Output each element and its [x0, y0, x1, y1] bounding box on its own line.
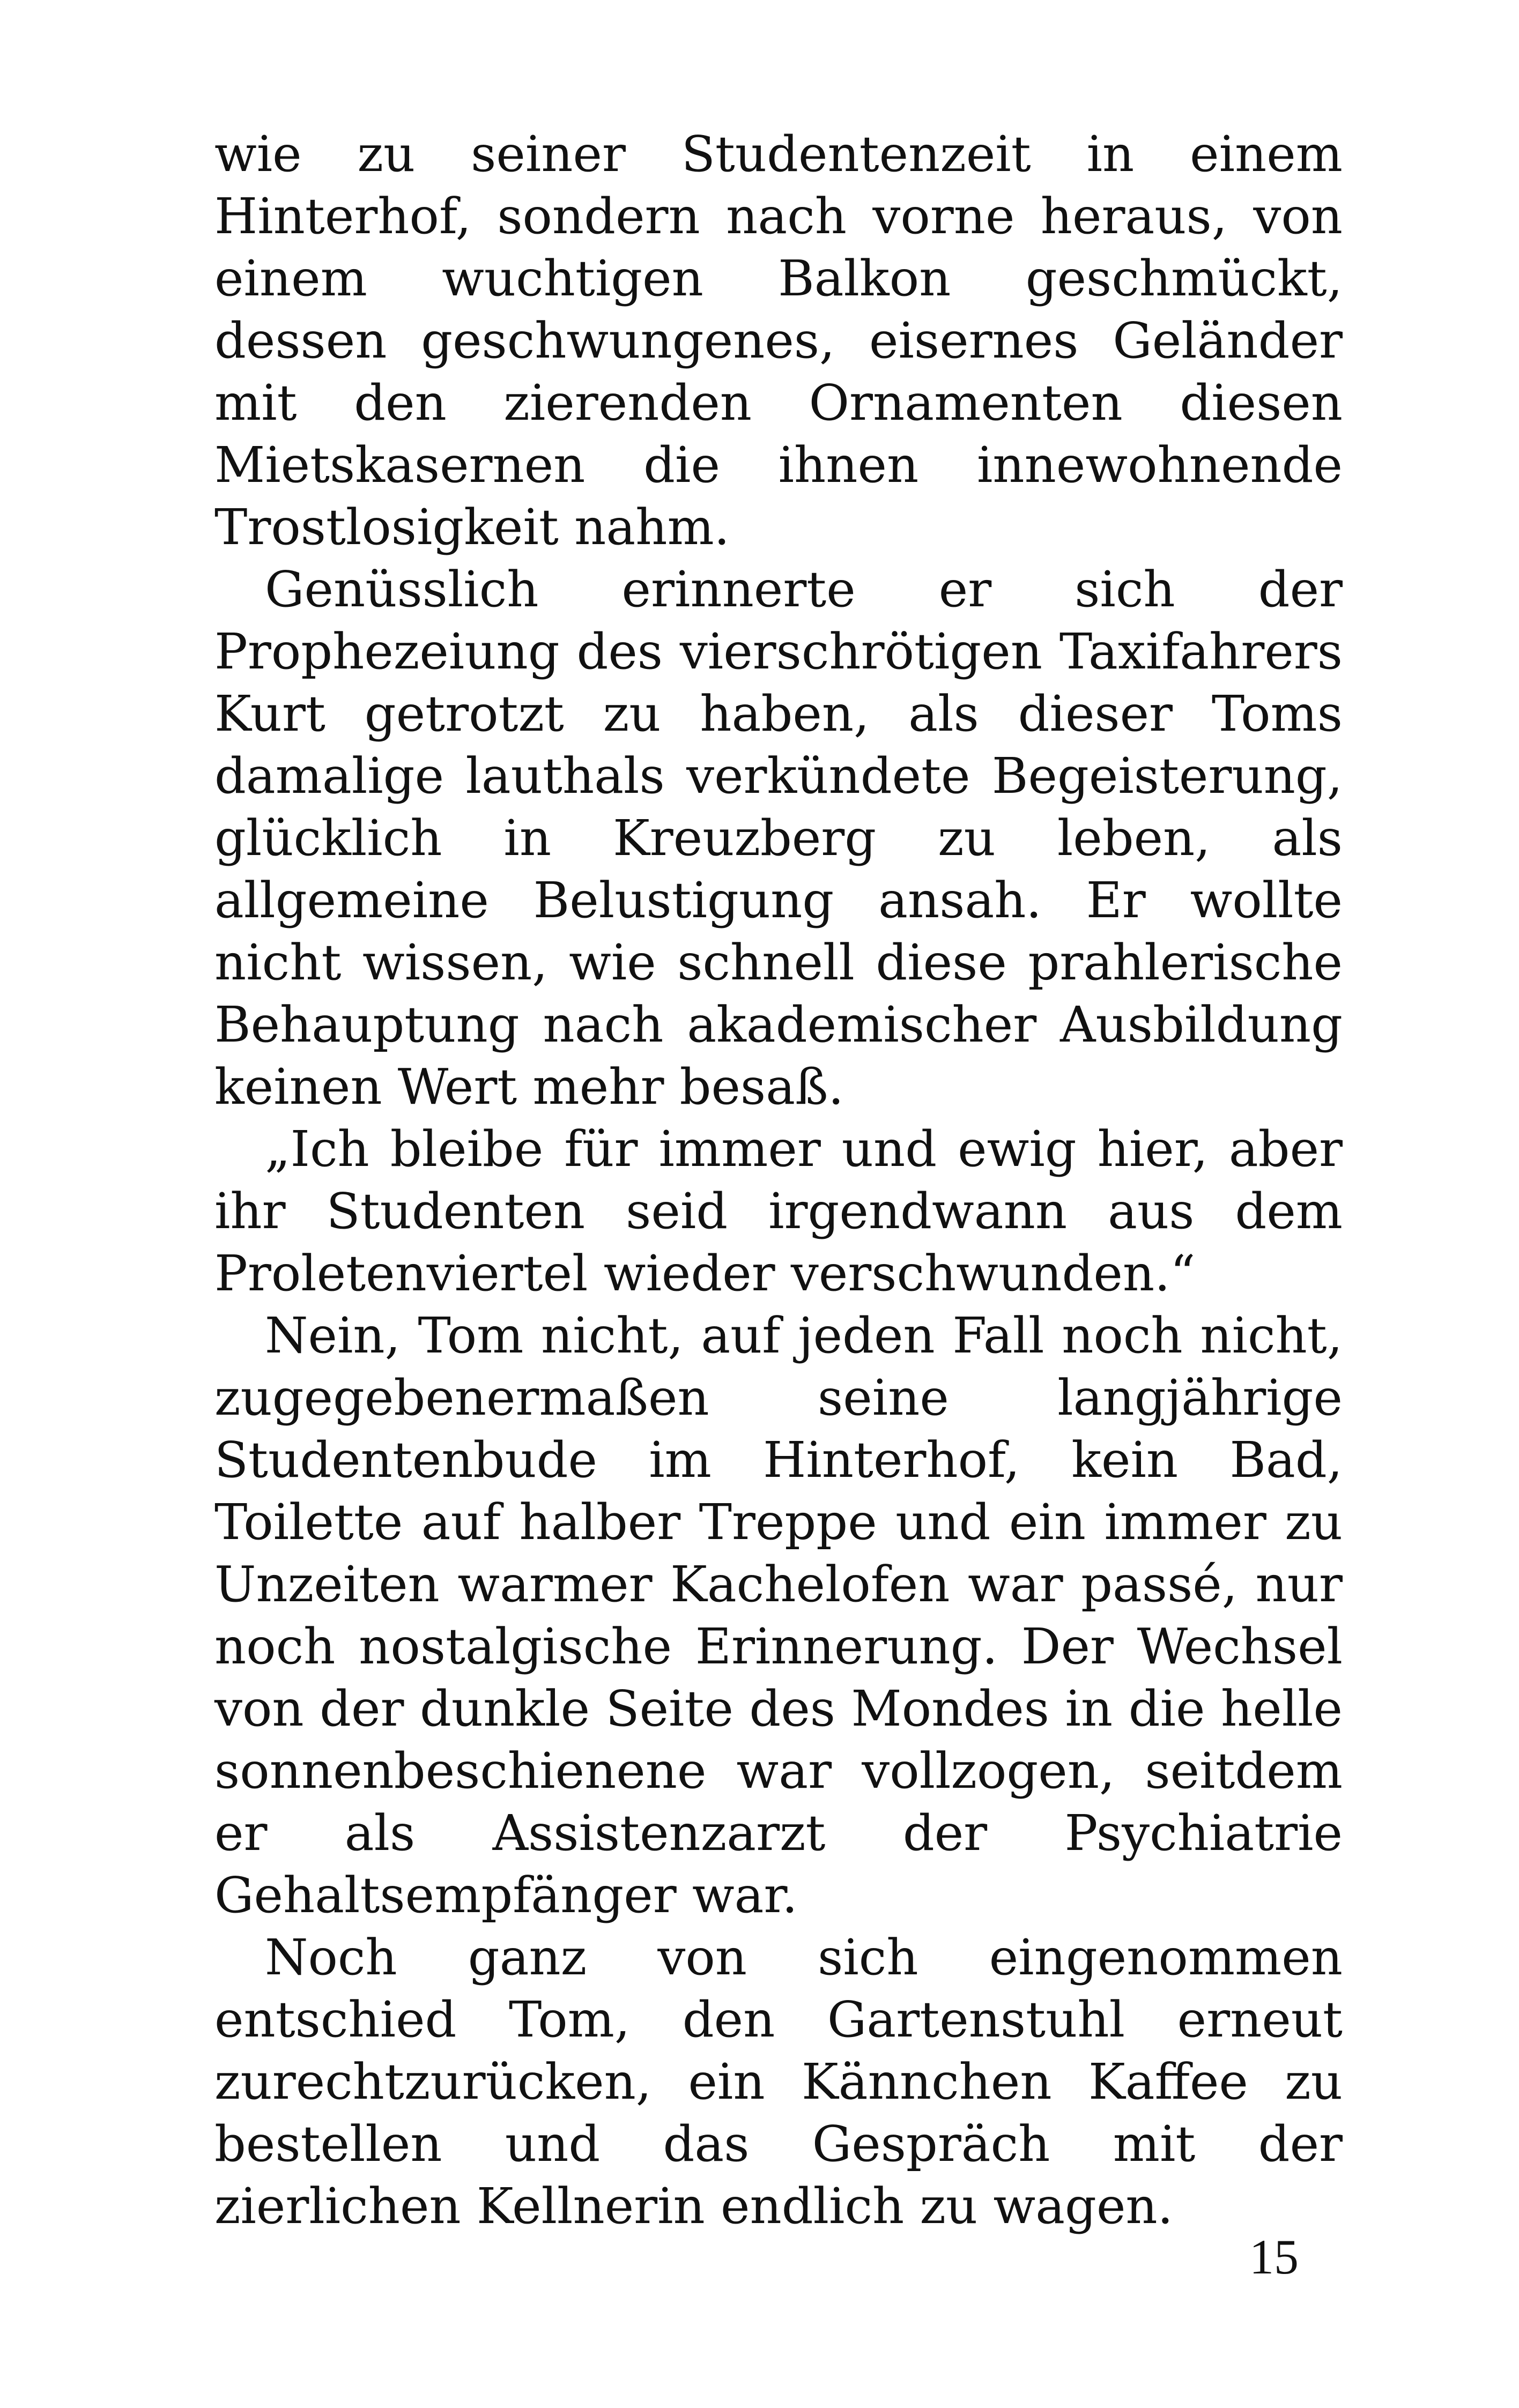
body-text	[214, 123, 1343, 2238]
paragraph-continuation: wie zu seiner Studentenzeit in einem Hinterhof, sondern nach vorne heraus, von einem wuchtigen Balkon geschmückt, dessen geschwungenes, eisernes Geländer mit den zierenden Ornamenten diesen Mietskasernen die ihnen innewohnende Trostlosigkeit nahm.	[214, 125, 1343, 556]
paragraph-student-flat: Nein, Tom nicht, auf jeden Fall noch nicht, zugegebenermaßen seine langjährige Studentenbude im Hinterhof, kein Bad, Toilette auf halber Treppe und ein immer zu Unzeiten warmer Kachelofen war passé, nur noch nostalgische Erinnerung. Der Wechsel von der dunkle Seite des Mondes in die helle sonnenbeschienene war vollzogen, seitdem er als Assistenzarzt der Psychiatrie Gehaltsempfänger war.	[214, 1307, 1343, 1924]
page-number: 15	[1249, 2229, 1299, 2284]
paragraph-coffee: Noch ganz von sich eingenommen entschied Tom, den Gartenstuhl erneut zurechtzurücken, ein Kännchen Kaffee zu bestellen und das Gespräch mit der zierlichen Kellnerin endlich zu wagen.	[214, 1929, 1343, 2235]
paragraph-quote: „Ich bleibe für immer und ewig hier, aber ihr Studenten seid irgendwann aus dem Proletenviertel wieder verschwunden.“	[214, 1120, 1343, 1302]
paragraph-prophecy: Genüsslich erinnerte er sich der Prophezeiung des vierschrötigen Taxifahrers Kurt getrotzt zu haben, als dieser Toms damalige lauthals verkündete Begeisterung, glücklich in Kreuzberg zu leben, als allgemeine Belustigung ansah. Er wollte nicht wissen, wie schnell diese prahlerische Behauptung nach akademischer Ausbildung keinen Wert mehr besaß.	[214, 561, 1343, 1116]
